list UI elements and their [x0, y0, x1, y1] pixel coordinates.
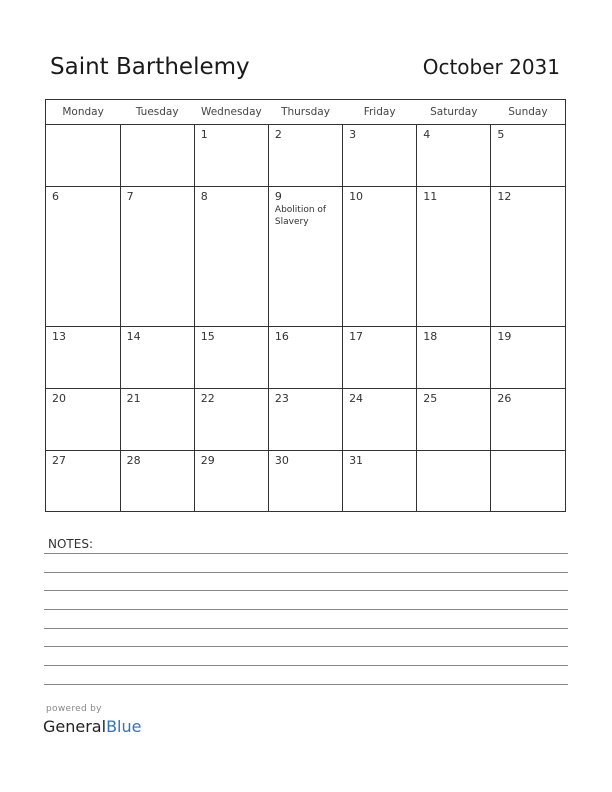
day-cell	[46, 187, 120, 327]
day-number: 16	[274, 329, 289, 343]
weekday-sunday: Sunday	[491, 100, 565, 125]
day-number: 24	[349, 391, 364, 405]
day-cell	[491, 187, 565, 327]
day-number: 27	[52, 453, 66, 467]
day-number: 7	[126, 190, 134, 204]
weekday-thursday: Thursday	[268, 100, 342, 125]
day-number: 23	[274, 391, 289, 405]
day-number: 30	[274, 453, 289, 467]
holiday-label: Abolition of Slavery	[274, 205, 327, 228]
weekday-tuesday: Tuesday	[120, 100, 194, 125]
region-title: Saint Barthelemy	[50, 54, 250, 80]
day-number: 20	[52, 391, 66, 405]
day-cell	[491, 388, 565, 450]
day-cell	[194, 326, 268, 388]
day-cell	[343, 388, 417, 450]
note-line	[44, 684, 568, 685]
note-line	[44, 590, 568, 591]
day-number: 15	[200, 329, 215, 343]
generalblue-logo[interactable]	[43, 717, 141, 736]
day-cell	[194, 187, 268, 327]
day-cell	[417, 326, 491, 388]
day-number: 11	[423, 190, 438, 204]
weekday-friday: Friday	[343, 100, 417, 125]
day-number: 21	[126, 391, 141, 405]
day-number: 10	[349, 190, 364, 204]
month-title: October 2031	[422, 55, 560, 79]
note-line	[44, 553, 568, 554]
week-row	[46, 450, 565, 511]
day-cell	[491, 326, 565, 388]
day-number: 19	[497, 329, 512, 343]
day-cell	[194, 450, 268, 511]
note-line	[44, 665, 568, 666]
day-cell	[417, 187, 491, 327]
note-line	[44, 609, 568, 610]
day-cell	[343, 187, 417, 327]
brand-general: General	[43, 717, 107, 736]
day-cell	[46, 450, 120, 511]
day-cell	[417, 125, 491, 187]
day-cell	[120, 125, 194, 187]
note-line	[44, 646, 568, 647]
note-line	[44, 572, 568, 573]
day-cell	[120, 450, 194, 511]
day-cell	[268, 326, 342, 388]
day-cell	[120, 388, 194, 450]
day-number: 18	[423, 329, 438, 343]
day-number: 9	[274, 190, 282, 204]
day-cell	[46, 326, 120, 388]
weekday-wednesday: Wednesday	[194, 100, 268, 125]
day-number: 8	[200, 190, 208, 204]
day-number: 6	[52, 190, 59, 204]
week-row	[46, 125, 565, 187]
note-line	[44, 628, 568, 629]
day-cell	[491, 125, 565, 187]
day-cell	[120, 187, 194, 327]
day-cell	[120, 326, 194, 388]
day-cell	[417, 388, 491, 450]
day-number: 26	[497, 391, 512, 405]
day-cell	[268, 187, 342, 327]
day-cell	[343, 450, 417, 511]
calendar-grid	[45, 99, 566, 512]
day-number: 5	[497, 128, 505, 141]
day-cell	[343, 125, 417, 187]
week-row	[46, 388, 565, 450]
day-number: 31	[349, 453, 364, 467]
powered-by-text: powered by	[46, 704, 102, 714]
day-number: 3	[349, 128, 357, 141]
day-cell	[417, 450, 491, 511]
day-cell	[268, 125, 342, 187]
day-number: 22	[200, 391, 215, 405]
day-number: 1	[200, 128, 208, 141]
day-cell	[268, 388, 342, 450]
weekday-saturday: Saturday	[417, 100, 491, 125]
weekday-monday: Monday	[46, 100, 120, 125]
day-cell	[194, 388, 268, 450]
day-number: 13	[52, 329, 66, 343]
day-cell	[268, 450, 342, 511]
day-number: 25	[423, 391, 438, 405]
weekday-header-row	[46, 100, 565, 125]
brand-blue: Blue	[106, 717, 142, 736]
day-cell	[343, 326, 417, 388]
day-cell	[46, 388, 120, 450]
notes-label: NOTES:	[48, 537, 93, 551]
day-number: 29	[200, 453, 215, 467]
day-number: 12	[497, 190, 512, 204]
day-number: 4	[423, 128, 431, 141]
day-cell	[491, 450, 565, 511]
day-cell	[194, 125, 268, 187]
week-row	[46, 326, 565, 388]
day-cell	[46, 125, 120, 187]
day-number: 28	[126, 453, 141, 467]
week-row	[46, 187, 565, 327]
day-number: 14	[126, 329, 141, 343]
day-number: 2	[274, 128, 282, 141]
day-number: 17	[349, 329, 364, 343]
